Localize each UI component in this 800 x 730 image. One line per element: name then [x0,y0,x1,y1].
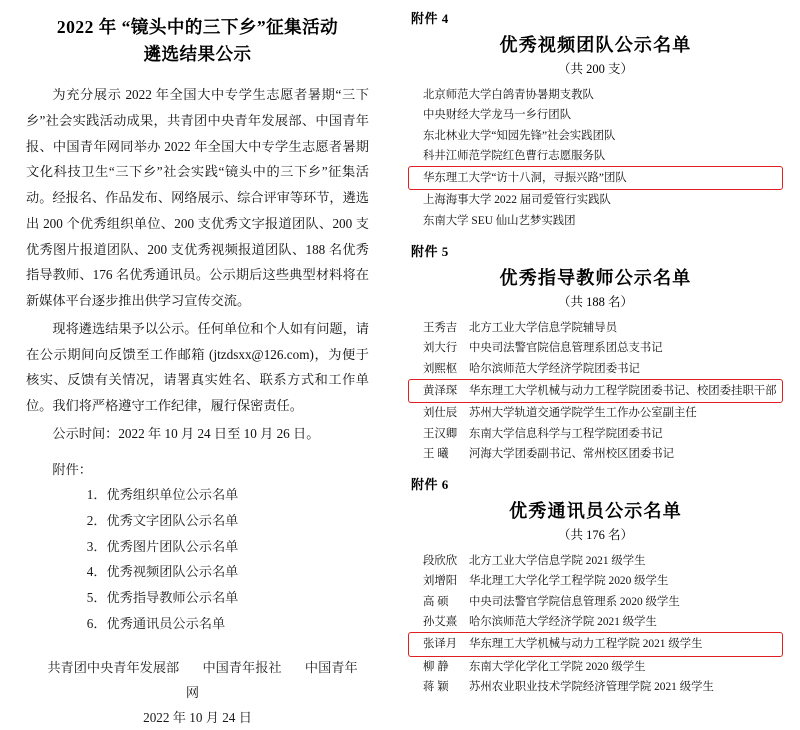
list-item [409,146,782,166]
list-item [409,126,782,146]
attachment-list [26,482,369,636]
attachment-tag: 附件 4 [411,11,449,26]
entry-list [409,85,782,231]
list-item [409,677,782,697]
attachments-column [395,0,800,693]
entry-detail: 河海大学团委副书记、常州校区团委书记 [469,447,675,460]
list-item: 5．优秀指导教师公示名单 [86,590,239,606]
list-item [409,190,782,210]
entry-detail: 苏州农业职业技术学院经济管理学院 2021 级学生 [469,680,714,693]
attachment-section-5 [409,241,782,464]
entry-text: 北京师范大学白鸽青协暑期支教队 [423,89,594,101]
list-item [409,551,782,571]
signature-org: 共青团中央青年发展部 [47,659,180,675]
entry-detail: 中央司法警官学院信息管理系 2020 级学生 [469,595,680,608]
entry-detail: 东南大学化学化工学院 2020 级学生 [469,660,646,673]
entry-detail: 华东理工大学机械与动力工程学院团委书记、校团委挂职干部 [469,384,777,397]
section-subtitle: （共 188 名） [557,295,633,310]
attachment-section-4 [409,8,782,231]
attachment-tag: 附件 5 [411,244,449,260]
entry-name: 段欣欣 [423,555,458,568]
entry-name: 王秀吉 [423,322,458,335]
entry-text: 华东理工大学“访十八洞，寻振兴路”团队 [423,172,627,185]
list-item: 1．优秀组织单位公示名单 [86,487,239,503]
section-subtitle: （共 200 支） [557,62,633,76]
list-item-highlighted [409,633,782,655]
list-item [409,612,782,632]
entry-text: 上海海事大学 2022 届司爱管行实践队 [423,194,611,207]
title-line-1: 2022 年 “镜头中的三下乡”征集活动 [56,17,339,37]
section-subtitle: （共 176 名） [557,528,633,543]
list-item: 6．优秀通讯员公示名单 [86,615,226,631]
entry-detail: 苏州大学轨道交通学院学生工作办公室副主任 [469,407,697,420]
section-title: 优秀视频团队公示名单 [499,35,692,55]
entry-name: 蒋 颖 [423,680,449,693]
entry-name: 孙艾熹 [423,616,458,629]
entry-name: 刘仕辰 [423,407,458,420]
list-item-highlighted [409,167,782,189]
attachment-tag: 附件 6 [411,477,449,493]
signature-orgs [26,655,369,705]
list-item [409,359,782,379]
entry-detail: 中央司法警官院信息管理系团总支书记 [469,342,663,355]
list-item [409,571,782,591]
entry-name: 张译月 [423,638,458,651]
list-item: 4．优秀视频团队公示名单 [86,564,239,580]
entry-detail: 北方工业大学信息学院 2021 级学生 [469,555,646,568]
entry-name: 高 硕 [423,595,449,608]
list-item [409,211,782,231]
entry-name: 王汉卿 [423,427,458,440]
list-item-highlighted [409,380,782,402]
signature-org: 中国青年网 [185,659,358,700]
entry-name: 刘大行 [423,342,458,355]
list-item [409,318,782,338]
list-item [409,338,782,358]
list-item [409,657,782,677]
entry-list [409,551,782,697]
list-item [409,85,782,105]
entry-detail: 北方工业大学信息学院辅导员 [469,322,618,335]
entry-name: 黄泽琛 [423,384,458,397]
entry-text: 科井江师范学院红色曹行志愿服务队 [423,149,606,162]
entry-name: 王 曦 [423,447,449,460]
paragraph: 公示时间：2022 年 10 月 24 日至 10 月 26 日。 [52,425,320,441]
paragraph: 现将遴选结果予以公示。任何单位和个人如有问题，请在公示期间向反馈至工作邮箱 (jtzdsxx@126.com)，为便于核实、反馈有关情况，请署真实姓名、联系方式和工作单位。我们将严格遵守工作纪律，履行保密责任。 [26,320,369,414]
list-item [409,592,782,612]
section-title: 优秀指导教师公示名单 [499,268,692,289]
attachment-label: 附件： [52,461,92,477]
signature-org: 中国青年报社 [202,659,282,675]
entry-text: 中央财经大学龙马一乡行团队 [423,109,572,122]
list-item: 3．优秀图片团队公示名单 [86,538,239,554]
paragraph: 为充分展示 2022 年全国大中专学生志愿者暑期“三下乡”社会实践活动成果，共青团中央青年发展部、中国青年报、中国青年网同举办 2022 年全国大中专学生志愿者暑期文化科技卫生“三下乡”社会实践“镜头中的三下乡”征集活动。经报名、作品发布、网络展示、综合评审等环节，遴选出 200 个优秀组织单位、200 支优秀文字报道团队、200 支优秀图片报道团队、200 支优秀视频报道团队、188 名优秀指导教师、176 名优秀通讯员。公示期后这些典型材料将在新媒体平台逐步推出供学习宣传交流。 [26,87,369,309]
list-item [409,444,782,464]
entry-name: 刘增阳 [423,575,458,588]
entry-name: 柳 静 [423,660,449,673]
entry-name: 刘熙枢 [423,362,458,375]
signature-date: 2022 年 10 月 24 日 [143,709,252,725]
entry-detail: 哈尔滨师范大学经济学院 2021 级学生 [469,616,657,629]
entry-detail: 东南大学信息科学与工程学院团委书记 [469,427,663,440]
entry-detail: 哈尔滨师范大学经济学院团委书记 [469,362,640,375]
attachment-section-6 [409,474,782,697]
entry-text: 东南大学 SEU 仙山艺梦实践团 [423,214,576,227]
entry-detail: 华北理工大学化学工程学院 2020 级学生 [469,575,669,588]
section-title: 优秀通讯员公示名单 [509,501,682,522]
list-item [409,403,782,423]
list-item: 2．优秀文字团队公示名单 [86,513,239,528]
entry-text: 东北林业大学“知园先锋”社会实践团队 [423,129,616,142]
entry-detail: 华东理工大学机械与动力工程学院 2021 级学生 [469,638,703,651]
title-line-2: 遴选结果公示 [143,44,252,65]
signature-block [26,655,369,730]
entry-list [409,318,782,464]
notice-column [0,0,395,725]
list-item [409,424,782,444]
page-title [26,14,369,68]
list-item [409,105,782,125]
